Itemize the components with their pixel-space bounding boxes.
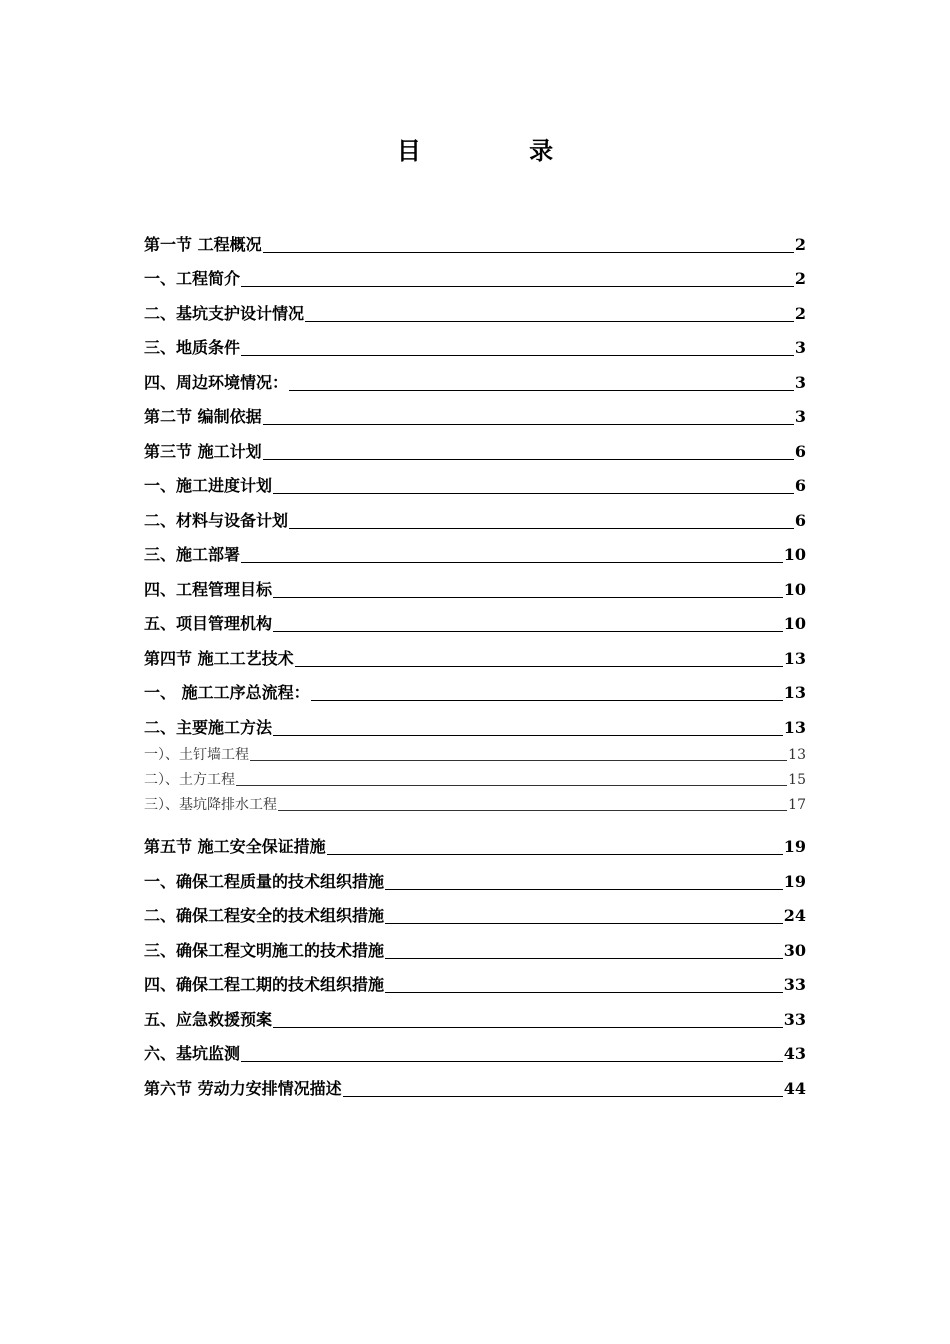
toc-entry-label: 四、工程管理目标 xyxy=(144,579,273,599)
toc-leader-line xyxy=(273,493,794,494)
toc-entry-page-number: 13 xyxy=(783,717,806,737)
toc-entry-label: 二、主要施工方法 xyxy=(144,717,273,737)
toc-entry-label: 二）、土方工程 xyxy=(144,771,235,788)
toc-entry-page-number: 30 xyxy=(783,940,806,960)
toc-leader-line xyxy=(289,390,794,391)
toc-entry-label: 二、确保工程安全的技术组织措施 xyxy=(144,906,385,925)
toc-entry-label: 第四节 施工工艺技术 xyxy=(144,648,294,668)
toc-entry-label: 二、基坑支护设计情况 xyxy=(144,303,305,323)
toc-entry[interactable] xyxy=(144,466,806,501)
toc-entry-label: 一）、土钉墙工程 xyxy=(144,746,249,763)
toc-leader-line xyxy=(343,1096,783,1097)
toc-entry[interactable] xyxy=(144,569,806,604)
toc-leader-line xyxy=(273,735,783,736)
toc-entry-label: 三）、基坑降排水工程 xyxy=(144,796,277,813)
toc-entry[interactable] xyxy=(144,362,806,397)
toc-leader-line xyxy=(385,923,783,924)
toc-entry-page-number: 13 xyxy=(783,648,806,668)
toc-entry-page-number: 2 xyxy=(794,269,806,288)
toc-entry-page-number: 3 xyxy=(794,372,806,392)
toc-entry-page-number: 10 xyxy=(783,545,806,564)
toc-leader-line xyxy=(311,700,783,701)
toc-entry[interactable] xyxy=(144,707,806,742)
toc-entry-label: 三、确保工程文明施工的技术措施 xyxy=(144,940,385,960)
toc-entry[interactable] xyxy=(144,259,806,294)
toc-entry[interactable] xyxy=(144,397,806,432)
toc-entry-label: 三、施工部署 xyxy=(144,545,241,564)
toc-entry-label: 三、地质条件 xyxy=(144,338,241,357)
toc-entry[interactable] xyxy=(144,827,806,862)
toc-entry-label: 一、确保工程质量的技术组织措施 xyxy=(144,871,385,891)
toc-entry-page-number: 6 xyxy=(794,441,806,461)
page-title: 目 录 xyxy=(396,136,604,165)
toc-leader-line xyxy=(236,785,787,786)
toc-leader-line xyxy=(263,459,794,460)
toc-entry-page-number: 3 xyxy=(794,338,806,357)
toc-entry-page-number: 19 xyxy=(783,837,806,856)
toc-entry-page-number: 6 xyxy=(794,476,806,495)
toc-entry-page-number: 13 xyxy=(783,683,806,702)
toc-entry[interactable] xyxy=(144,1034,806,1069)
toc-entry-page-number: 6 xyxy=(794,510,806,530)
toc-entry-label: 一、工程简介 xyxy=(144,269,241,288)
toc-entry[interactable] xyxy=(144,431,806,466)
toc-entry-label: 第五节 施工安全保证措施 xyxy=(144,837,326,856)
toc-entry[interactable] xyxy=(144,535,806,570)
toc-leader-line xyxy=(278,810,787,811)
toc-entry-label: 第一节 工程概况 xyxy=(144,234,262,254)
toc-entry[interactable] xyxy=(144,896,806,931)
toc-entry-page-number: 43 xyxy=(783,1044,806,1063)
toc-leader-line xyxy=(273,631,783,632)
toc-leader-line xyxy=(273,1027,783,1028)
toc-entry-label: 一、 施工工序总流程： xyxy=(144,683,310,702)
toc-entry[interactable] xyxy=(144,328,806,363)
toc-entry-label: 第三节 施工计划 xyxy=(144,441,262,461)
toc-entry-label: 第六节 劳动力安排情况描述 xyxy=(144,1078,342,1098)
toc-entry[interactable] xyxy=(144,604,806,639)
toc-leader-line xyxy=(327,854,783,855)
toc-entry-page-number: 2 xyxy=(794,303,806,323)
toc-leader-line xyxy=(385,992,783,993)
toc-entry[interactable] xyxy=(144,638,806,673)
toc-entry[interactable] xyxy=(144,792,806,817)
table-of-contents xyxy=(144,224,806,1103)
toc-leader-line xyxy=(263,424,794,425)
toc-entry-label: 六、基坑监测 xyxy=(144,1044,241,1063)
toc-entry-page-number: 2 xyxy=(794,234,806,254)
toc-leader-line xyxy=(241,1061,783,1062)
toc-entry-label: 四、周边环境情况： xyxy=(144,372,289,392)
toc-entry-page-number: 13 xyxy=(788,746,806,763)
toc-leader-line xyxy=(295,666,783,667)
toc-leader-line xyxy=(241,562,783,563)
toc-entry-label: 四、确保工程工期的技术组织措施 xyxy=(144,975,385,994)
toc-entry[interactable] xyxy=(144,767,806,792)
toc-leader-line xyxy=(263,252,794,253)
toc-entry-label: 一、施工进度计划 xyxy=(144,476,273,495)
toc-entry-label: 二、材料与设备计划 xyxy=(144,510,289,530)
toc-entry-page-number: 3 xyxy=(794,407,806,426)
toc-entry[interactable] xyxy=(144,293,806,328)
toc-entry-page-number: 19 xyxy=(783,871,806,891)
toc-leader-line xyxy=(305,321,794,322)
toc-entry[interactable] xyxy=(144,224,806,259)
toc-entry[interactable] xyxy=(144,742,806,767)
toc-leader-line xyxy=(250,760,787,761)
toc-entry-page-number: 10 xyxy=(783,579,806,599)
toc-entry[interactable] xyxy=(144,500,806,535)
toc-entry[interactable] xyxy=(144,1068,806,1103)
toc-entry[interactable] xyxy=(144,999,806,1034)
toc-leader-line xyxy=(241,286,794,287)
toc-entry-page-number: 33 xyxy=(783,975,806,994)
toc-entry[interactable] xyxy=(144,861,806,896)
toc-leader-line xyxy=(289,528,794,529)
toc-entry-page-number: 17 xyxy=(788,796,806,813)
toc-leader-line xyxy=(385,889,783,890)
toc-entry-label: 第二节 编制依据 xyxy=(144,407,262,426)
toc-leader-line xyxy=(241,355,794,356)
toc-leader-line xyxy=(273,597,783,598)
toc-leader-line xyxy=(385,958,783,959)
toc-entry-page-number: 24 xyxy=(783,906,806,925)
toc-entry[interactable] xyxy=(144,673,806,708)
toc-entry-label: 五、应急救援预案 xyxy=(144,1009,273,1029)
toc-entry-page-number: 44 xyxy=(783,1078,806,1098)
toc-entry-label: 五、项目管理机构 xyxy=(144,614,273,633)
toc-entry-page-number: 15 xyxy=(788,771,806,788)
toc-entry-page-number: 33 xyxy=(783,1009,806,1029)
toc-entry-page-number: 10 xyxy=(783,614,806,633)
toc-entry[interactable] xyxy=(144,965,806,1000)
toc-entry[interactable] xyxy=(144,930,806,965)
